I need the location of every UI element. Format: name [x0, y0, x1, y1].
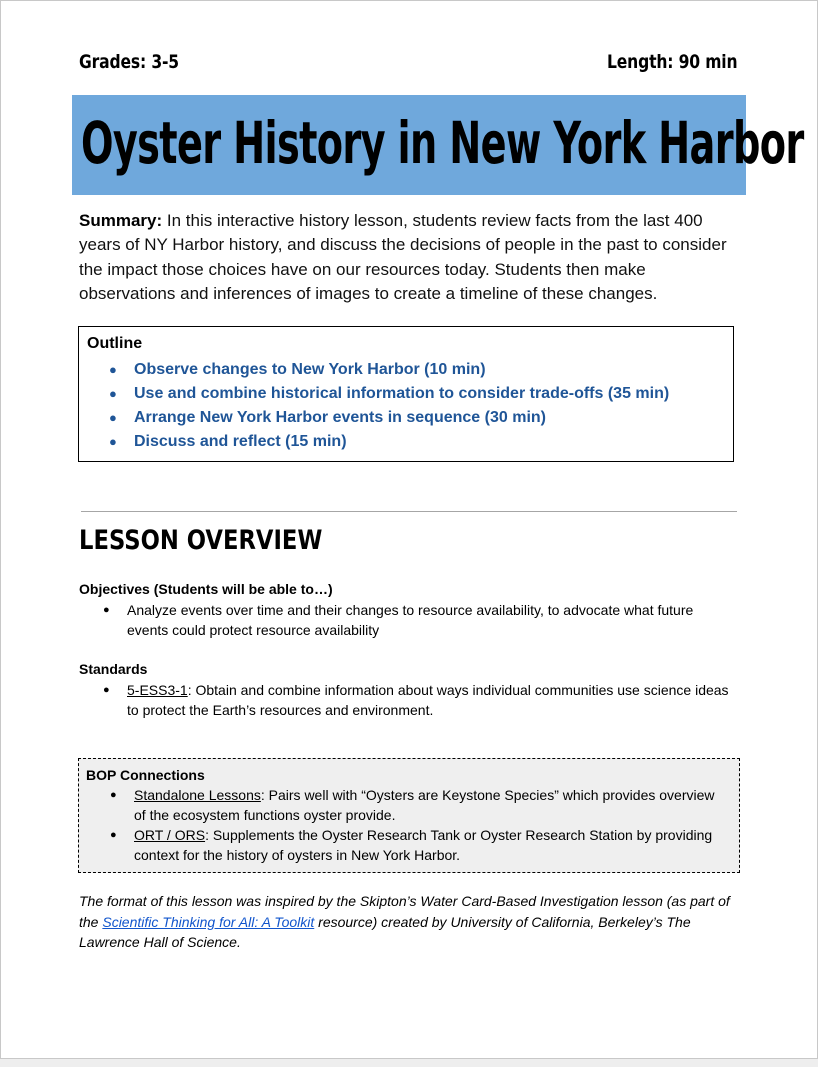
- horizontal-divider: [81, 511, 737, 512]
- outline-box: [78, 326, 734, 462]
- objectives-heading: Objectives (Students will be able to…): [79, 581, 333, 597]
- bullet-icon: ●: [110, 789, 117, 801]
- standard-code-link[interactable]: 5-ESS3-1: [127, 682, 188, 698]
- outline-list: [109, 358, 669, 454]
- toolkit-link[interactable]: Scientific Thinking for All: A Toolkit: [102, 913, 315, 930]
- standards-heading: Standards: [79, 661, 148, 677]
- bullet-icon: ●: [109, 434, 117, 449]
- bop-item-ort-ors: ● ORT / ORS: Supplements the Oyster Research Tank or Oyster Research Station by providing context for the history of oysters in New York Harbor.: [110, 827, 713, 863]
- outline-item-sequence[interactable]: ● Arrange New York Harbor events in sequence (30 min): [109, 406, 669, 430]
- bullet-icon: ●: [103, 604, 110, 616]
- footer-note: The format of this lesson was inspired by the Skipton’s Water Card-Based Investigation lesson (as part of the Scientific Thinking for All: A Toolkit resource) created by University of California, Berkeley’s The Lawrence Hall of Science.: [79, 893, 730, 950]
- summary-label: Summary:: [79, 211, 163, 230]
- outline-item-reflect[interactable]: ● Discuss and reflect (15 min): [109, 430, 669, 454]
- objective-item: ● Analyze events over time and their changes to resource availability, to advocate what future events could protect resource availability: [103, 602, 694, 638]
- page-bottom-strip: [0, 1059, 818, 1067]
- length-label: Length: 90 min: [607, 51, 738, 73]
- outline-title: Outline: [87, 335, 143, 352]
- summary-paragraph: [79, 209, 739, 306]
- ort-ors-link[interactable]: ORT / ORS: [134, 827, 206, 843]
- standalone-lessons-link[interactable]: Standalone Lessons: [134, 787, 261, 803]
- bop-item-standalone: ● Standalone Lessons: Pairs well with “Oysters are Keystone Species” which provides overview of the ecosystem functions oyster provide.: [110, 787, 715, 823]
- bullet-icon: ●: [109, 362, 117, 377]
- bullet-icon: ●: [110, 829, 117, 841]
- page-title: Oyster History in New York Harbor: [81, 109, 804, 177]
- bullet-icon: ●: [109, 386, 117, 401]
- standard-item: ● 5-ESS3-1: Obtain and combine information about ways individual communities use science ideas to protect the Earth’s resources and environment.: [103, 682, 729, 718]
- bullet-icon: ●: [103, 684, 110, 696]
- outline-item-observe[interactable]: ● Observe changes to New York Harbor (10 min): [109, 358, 669, 382]
- outline-item-tradeoffs[interactable]: ● Use and combine historical information to consider trade-offs (35 min): [109, 382, 669, 406]
- summary-text: In this interactive history lesson, students review facts from the last 400 years of NY Harbor history, and discuss the decisions of people in the past to consider the impact those choices have on our resources today. Students then make observations and inferences of images to create a timeline of these changes.: [79, 211, 727, 303]
- grades-label: Grades: 3-5: [79, 51, 179, 73]
- lesson-overview-heading: LESSON OVERVIEW: [79, 525, 323, 556]
- bop-title: BOP Connections: [86, 767, 205, 783]
- bop-connections-box: [78, 758, 740, 873]
- bullet-icon: ●: [109, 410, 117, 425]
